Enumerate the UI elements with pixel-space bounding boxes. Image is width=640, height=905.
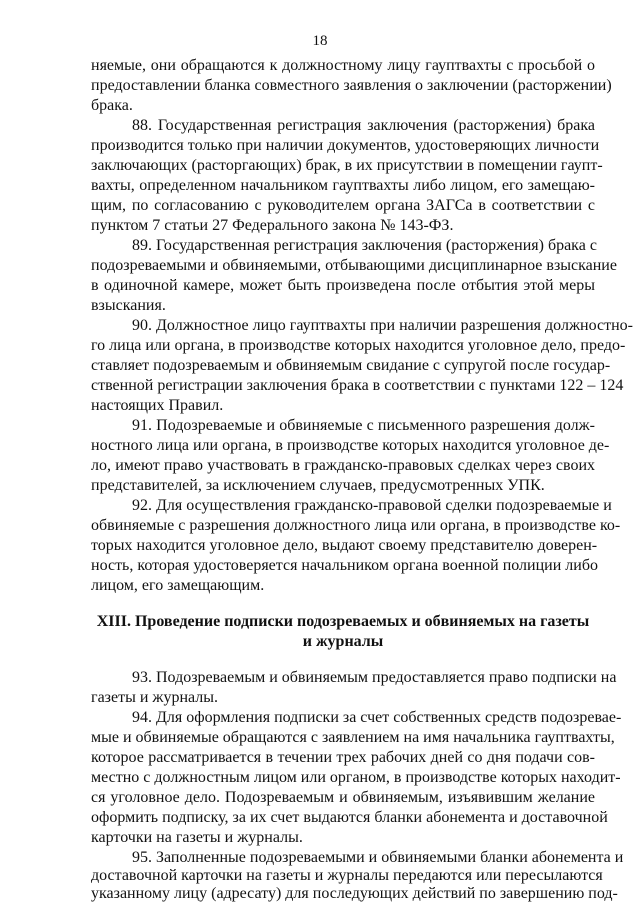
text-line: щим, по согласованию с руководителем органа ЗАГСа в соответствии с xyxy=(91,197,595,214)
text-line: пунктом 7 статьи 27 Федерального закона № 143-ФЗ. xyxy=(91,217,454,234)
text-line: газеты и журналы. xyxy=(91,689,218,706)
paragraph-88-start: 88. Государственная регистрация заключения (расторжения) брака xyxy=(132,117,595,134)
section-heading: и журналы xyxy=(302,633,384,650)
text-line: предоставлении бланка совместного заявления о заключении (расторжении) xyxy=(91,77,612,94)
paragraph-90-start: 90. Должностное лицо гауптвахты при наличии разрешения должностно- xyxy=(132,317,633,334)
text-line: карточки на газеты и журналы. xyxy=(91,829,303,846)
paragraph-95-start: 95. Заполненные подозреваемыми и обвиняемыми бланки абонемента и xyxy=(132,849,624,866)
text-line: ностного лица или органа, в производстве которых находится уголовное де- xyxy=(91,437,610,454)
text-line: го лица или органа, в производстве которых находится уголовное дело, предо- xyxy=(91,337,626,354)
text-line: оформить подписку, за их счет выдаются бланки абонемента и доставочной xyxy=(91,809,608,826)
text-line: ность, которая удостоверяется начальником органа военной полиции либо xyxy=(91,557,598,574)
text-line: указанному лицу (адресату) для последующих действий по завершению под- xyxy=(91,885,618,902)
text-line: представителей, за исключением случаев, предусмотренных УПК. xyxy=(91,477,545,494)
text-line: няемые, они обращаются к должностному лицу гауптвахты с просьбой о xyxy=(91,57,595,74)
text-line: взыскания. xyxy=(91,297,166,314)
text-line: обвиняемые с разрешения должностного лица или органа, в производстве ко- xyxy=(91,517,621,534)
text-line: вахты, определенном начальником гауптвахты либо лицом, его замещаю- xyxy=(91,177,595,194)
paragraph-94-start: 94. Для оформления подписки за счет собственных средств подозревае- xyxy=(132,709,622,726)
text-line: производится только при наличии документов, удостоверяющих личности xyxy=(91,137,600,154)
text-line: брака. xyxy=(91,97,133,114)
text-line: в одиночной камере, может быть произведена после отбытия этой меры xyxy=(91,277,595,294)
text-line: подозреваемыми и обвиняемыми, отбывающими дисциплинарное взыскание xyxy=(91,257,617,274)
paragraph-93-start: 93. Подозреваемым и обвиняемым предоставляется право подписки на xyxy=(132,669,617,686)
text-line: ственной регистрации заключения брака в соответствии с пунктами 122 – 124 xyxy=(91,377,624,394)
text-line: которое рассматривается в течении трех рабочих дней со дня подачи сов- xyxy=(91,749,595,766)
text-line: лицом, его замещающим. xyxy=(91,577,265,594)
text-line: ся уголовное дело. Подозреваемым и обвиняемым, изъявившим желание xyxy=(91,789,595,806)
text-line: заключающих (расторгающих) брак, в их присутствии в помещении гаупт- xyxy=(91,157,603,174)
text-line: доставочной карточки на газеты и журналы передаются или пересылаются xyxy=(91,867,603,884)
paragraph-89-start: 89. Государственная регистрация заключения (расторжения) брака с xyxy=(132,237,597,254)
section-heading: XIII. Проведение подписки подозреваемых и обвиняемых на газеты xyxy=(96,613,590,630)
text-line: торых находится уголовное дело, выдают своему представителю доверен- xyxy=(91,537,598,554)
page-number: 18 xyxy=(312,33,328,49)
text-line: ло, имеют право участвовать в гражданско-правовых сделках через своих xyxy=(91,457,595,474)
text-line: ставляет подозреваемым и обвиняемым свидание с супругой после государ- xyxy=(91,357,611,374)
paragraph-92-start: 92. Для осуществления гражданско-правовой сделки подозреваемые и xyxy=(132,497,612,514)
text-line: настоящих Правил. xyxy=(91,397,224,414)
text-line: местно с должностным лицом или органом, в производстве которых находит- xyxy=(91,769,621,786)
text-line: мые и обвиняемые обращаются с заявлением на имя начальника гауптвахты, xyxy=(91,729,615,746)
paragraph-91-start: 91. Подозреваемые и обвиняемые с письменного разрешения долж- xyxy=(132,417,595,434)
